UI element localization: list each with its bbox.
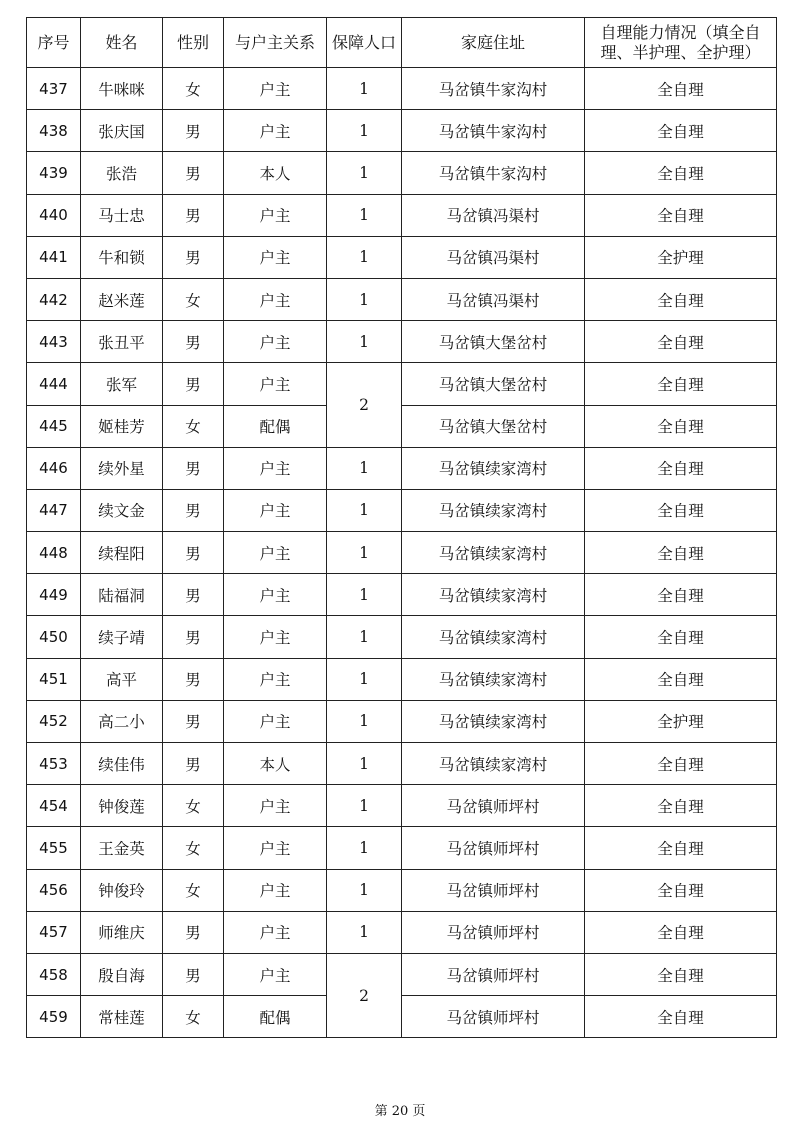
- table-row: [27, 236, 777, 278]
- cell-index: 458: [27, 953, 81, 995]
- header-covered-persons: 保障人口: [327, 18, 402, 68]
- cell-covered-persons: 1: [327, 489, 402, 531]
- cell-address: 马岔镇续家湾村: [402, 489, 585, 531]
- cell-name: 续子靖: [81, 616, 163, 658]
- cell-relation: 户主: [224, 658, 327, 700]
- table-row: [27, 574, 777, 616]
- cell-relation: 配偶: [224, 405, 327, 447]
- header-self-care: 自理能力情况（填全自理、半护理、全护理）: [585, 18, 777, 68]
- cell-address: 马岔镇续家湾村: [402, 700, 585, 742]
- cell-address: 马岔镇师坪村: [402, 911, 585, 953]
- cell-index: 440: [27, 194, 81, 236]
- cell-gender: 女: [163, 68, 224, 110]
- cell-gender: 男: [163, 658, 224, 700]
- table-row: [27, 152, 777, 194]
- cell-relation: 户主: [224, 869, 327, 911]
- cell-name: 王金英: [81, 827, 163, 869]
- cell-index: 451: [27, 658, 81, 700]
- cell-name: 张丑平: [81, 321, 163, 363]
- cell-name: 高平: [81, 658, 163, 700]
- cell-index: 447: [27, 489, 81, 531]
- cell-address: 马岔镇续家湾村: [402, 574, 585, 616]
- cell-relation: 户主: [224, 194, 327, 236]
- relief-roster-table: [26, 17, 777, 1038]
- cell-self-care: 全护理: [585, 700, 777, 742]
- cell-name: 牛咪咪: [81, 68, 163, 110]
- cell-covered-persons: 1: [327, 869, 402, 911]
- cell-address: 马岔镇续家湾村: [402, 616, 585, 658]
- cell-covered-persons: 1: [327, 658, 402, 700]
- cell-covered-persons: 2: [327, 363, 402, 447]
- cell-index: 441: [27, 236, 81, 278]
- cell-name: 师维庆: [81, 911, 163, 953]
- cell-index: 452: [27, 700, 81, 742]
- header-relation: 与户主关系: [224, 18, 327, 68]
- cell-name: 陆福洞: [81, 574, 163, 616]
- cell-self-care: 全自理: [585, 278, 777, 320]
- table-row: [27, 996, 777, 1038]
- cell-name: 姬桂芳: [81, 405, 163, 447]
- table-header-row: [27, 18, 777, 68]
- cell-name: 张军: [81, 363, 163, 405]
- table-row: [27, 278, 777, 320]
- cell-index: 438: [27, 110, 81, 152]
- header-name: 姓名: [81, 18, 163, 68]
- cell-self-care: 全自理: [585, 532, 777, 574]
- cell-address: 马岔镇续家湾村: [402, 447, 585, 489]
- cell-self-care: 全自理: [585, 869, 777, 911]
- table-row: [27, 68, 777, 110]
- cell-relation: 户主: [224, 321, 327, 363]
- cell-index: 437: [27, 68, 81, 110]
- cell-covered-persons: 1: [327, 785, 402, 827]
- document-page: [26, 17, 776, 1038]
- cell-gender: 女: [163, 278, 224, 320]
- cell-self-care: 全自理: [585, 110, 777, 152]
- cell-relation: 户主: [224, 363, 327, 405]
- cell-index: 446: [27, 447, 81, 489]
- cell-gender: 男: [163, 574, 224, 616]
- cell-self-care: 全自理: [585, 152, 777, 194]
- cell-covered-persons: 1: [327, 532, 402, 574]
- cell-index: 443: [27, 321, 81, 363]
- table-row: [27, 785, 777, 827]
- cell-index: 444: [27, 363, 81, 405]
- cell-self-care: 全自理: [585, 827, 777, 869]
- cell-covered-persons: 1: [327, 152, 402, 194]
- cell-address: 马岔镇大堡岔村: [402, 363, 585, 405]
- cell-name: 殷自海: [81, 953, 163, 995]
- cell-gender: 男: [163, 236, 224, 278]
- table-row: [27, 616, 777, 658]
- cell-relation: 户主: [224, 785, 327, 827]
- cell-gender: 男: [163, 911, 224, 953]
- cell-gender: 男: [163, 363, 224, 405]
- cell-relation: 户主: [224, 532, 327, 574]
- table-row: [27, 489, 777, 531]
- cell-covered-persons: 1: [327, 194, 402, 236]
- cell-self-care: 全自理: [585, 996, 777, 1038]
- cell-gender: 女: [163, 869, 224, 911]
- cell-relation: 户主: [224, 278, 327, 320]
- cell-name: 马士忠: [81, 194, 163, 236]
- cell-covered-persons: 1: [327, 278, 402, 320]
- table-row: [27, 827, 777, 869]
- header-gender: 性别: [163, 18, 224, 68]
- cell-covered-persons: 1: [327, 321, 402, 363]
- cell-gender: 男: [163, 953, 224, 995]
- cell-relation: 本人: [224, 152, 327, 194]
- table-row: [27, 110, 777, 152]
- cell-index: 454: [27, 785, 81, 827]
- table-row: [27, 700, 777, 742]
- cell-gender: 女: [163, 996, 224, 1038]
- cell-name: 钟俊莲: [81, 785, 163, 827]
- cell-address: 马岔镇师坪村: [402, 996, 585, 1038]
- table-row: [27, 532, 777, 574]
- cell-gender: 男: [163, 743, 224, 785]
- cell-covered-persons: 1: [327, 447, 402, 489]
- cell-address: 马岔镇续家湾村: [402, 743, 585, 785]
- cell-address: 马岔镇大堡岔村: [402, 321, 585, 363]
- cell-index: 455: [27, 827, 81, 869]
- cell-gender: 男: [163, 532, 224, 574]
- cell-covered-persons: 1: [327, 700, 402, 742]
- cell-gender: 男: [163, 447, 224, 489]
- cell-name: 续文金: [81, 489, 163, 531]
- table-row: [27, 194, 777, 236]
- cell-relation: 户主: [224, 911, 327, 953]
- table-row: [27, 911, 777, 953]
- cell-index: 456: [27, 869, 81, 911]
- cell-self-care: 全自理: [585, 658, 777, 700]
- cell-self-care: 全自理: [585, 489, 777, 531]
- cell-name: 高二小: [81, 700, 163, 742]
- cell-self-care: 全自理: [585, 743, 777, 785]
- cell-gender: 女: [163, 827, 224, 869]
- cell-gender: 男: [163, 110, 224, 152]
- table-row: [27, 321, 777, 363]
- cell-index: 450: [27, 616, 81, 658]
- cell-address: 马岔镇续家湾村: [402, 658, 585, 700]
- cell-relation: 户主: [224, 953, 327, 995]
- cell-self-care: 全护理: [585, 236, 777, 278]
- cell-gender: 女: [163, 785, 224, 827]
- cell-self-care: 全自理: [585, 616, 777, 658]
- cell-address: 马岔镇牛家沟村: [402, 152, 585, 194]
- cell-address: 马岔镇师坪村: [402, 953, 585, 995]
- cell-address: 马岔镇冯渠村: [402, 278, 585, 320]
- cell-address: 马岔镇冯渠村: [402, 236, 585, 278]
- table-row: [27, 447, 777, 489]
- cell-relation: 户主: [224, 68, 327, 110]
- cell-relation: 户主: [224, 700, 327, 742]
- cell-index: 445: [27, 405, 81, 447]
- table-row: [27, 405, 777, 447]
- cell-relation: 户主: [224, 574, 327, 616]
- table-body: [27, 68, 777, 1038]
- cell-self-care: 全自理: [585, 363, 777, 405]
- cell-name: 张庆国: [81, 110, 163, 152]
- cell-relation: 户主: [224, 110, 327, 152]
- cell-covered-persons: 2: [327, 953, 402, 1037]
- cell-index: 442: [27, 278, 81, 320]
- cell-relation: 户主: [224, 827, 327, 869]
- cell-covered-persons: 1: [327, 743, 402, 785]
- table-row: [27, 658, 777, 700]
- table-row: [27, 363, 777, 405]
- cell-address: 马岔镇牛家沟村: [402, 68, 585, 110]
- cell-relation: 户主: [224, 489, 327, 531]
- cell-name: 常桂莲: [81, 996, 163, 1038]
- table-row: [27, 953, 777, 995]
- cell-covered-persons: 1: [327, 911, 402, 953]
- cell-name: 续程阳: [81, 532, 163, 574]
- cell-gender: 男: [163, 700, 224, 742]
- page-number: 第 20 页: [374, 1104, 426, 1119]
- cell-address: 马岔镇冯渠村: [402, 194, 585, 236]
- cell-gender: 女: [163, 405, 224, 447]
- cell-address: 马岔镇师坪村: [402, 785, 585, 827]
- cell-self-care: 全自理: [585, 68, 777, 110]
- cell-gender: 男: [163, 321, 224, 363]
- cell-address: 马岔镇续家湾村: [402, 532, 585, 574]
- cell-self-care: 全自理: [585, 405, 777, 447]
- cell-gender: 男: [163, 194, 224, 236]
- cell-relation: 户主: [224, 236, 327, 278]
- cell-relation: 户主: [224, 616, 327, 658]
- cell-address: 马岔镇师坪村: [402, 827, 585, 869]
- cell-relation: 户主: [224, 447, 327, 489]
- cell-gender: 男: [163, 489, 224, 531]
- cell-self-care: 全自理: [585, 194, 777, 236]
- cell-self-care: 全自理: [585, 447, 777, 489]
- cell-index: 449: [27, 574, 81, 616]
- cell-name: 钟俊玲: [81, 869, 163, 911]
- cell-self-care: 全自理: [585, 574, 777, 616]
- cell-covered-persons: 1: [327, 110, 402, 152]
- cell-gender: 男: [163, 616, 224, 658]
- cell-index: 459: [27, 996, 81, 1038]
- cell-relation: 配偶: [224, 996, 327, 1038]
- cell-index: 439: [27, 152, 81, 194]
- cell-name: 赵米莲: [81, 278, 163, 320]
- table-row: [27, 743, 777, 785]
- cell-self-care: 全自理: [585, 911, 777, 953]
- cell-self-care: 全自理: [585, 785, 777, 827]
- header-address: 家庭住址: [402, 18, 585, 68]
- cell-covered-persons: 1: [327, 827, 402, 869]
- header-index: 序号: [27, 18, 81, 68]
- cell-gender: 男: [163, 152, 224, 194]
- cell-covered-persons: 1: [327, 68, 402, 110]
- cell-address: 马岔镇牛家沟村: [402, 110, 585, 152]
- cell-covered-persons: 1: [327, 236, 402, 278]
- cell-index: 453: [27, 743, 81, 785]
- cell-index: 448: [27, 532, 81, 574]
- cell-relation: 本人: [224, 743, 327, 785]
- cell-name: 牛和锁: [81, 236, 163, 278]
- cell-self-care: 全自理: [585, 321, 777, 363]
- cell-name: 续外星: [81, 447, 163, 489]
- cell-address: 马岔镇师坪村: [402, 869, 585, 911]
- cell-name: 续佳伟: [81, 743, 163, 785]
- cell-address: 马岔镇大堡岔村: [402, 405, 585, 447]
- cell-covered-persons: 1: [327, 574, 402, 616]
- cell-covered-persons: 1: [327, 616, 402, 658]
- cell-index: 457: [27, 911, 81, 953]
- cell-name: 张浩: [81, 152, 163, 194]
- table-row: [27, 869, 777, 911]
- cell-self-care: 全自理: [585, 953, 777, 995]
